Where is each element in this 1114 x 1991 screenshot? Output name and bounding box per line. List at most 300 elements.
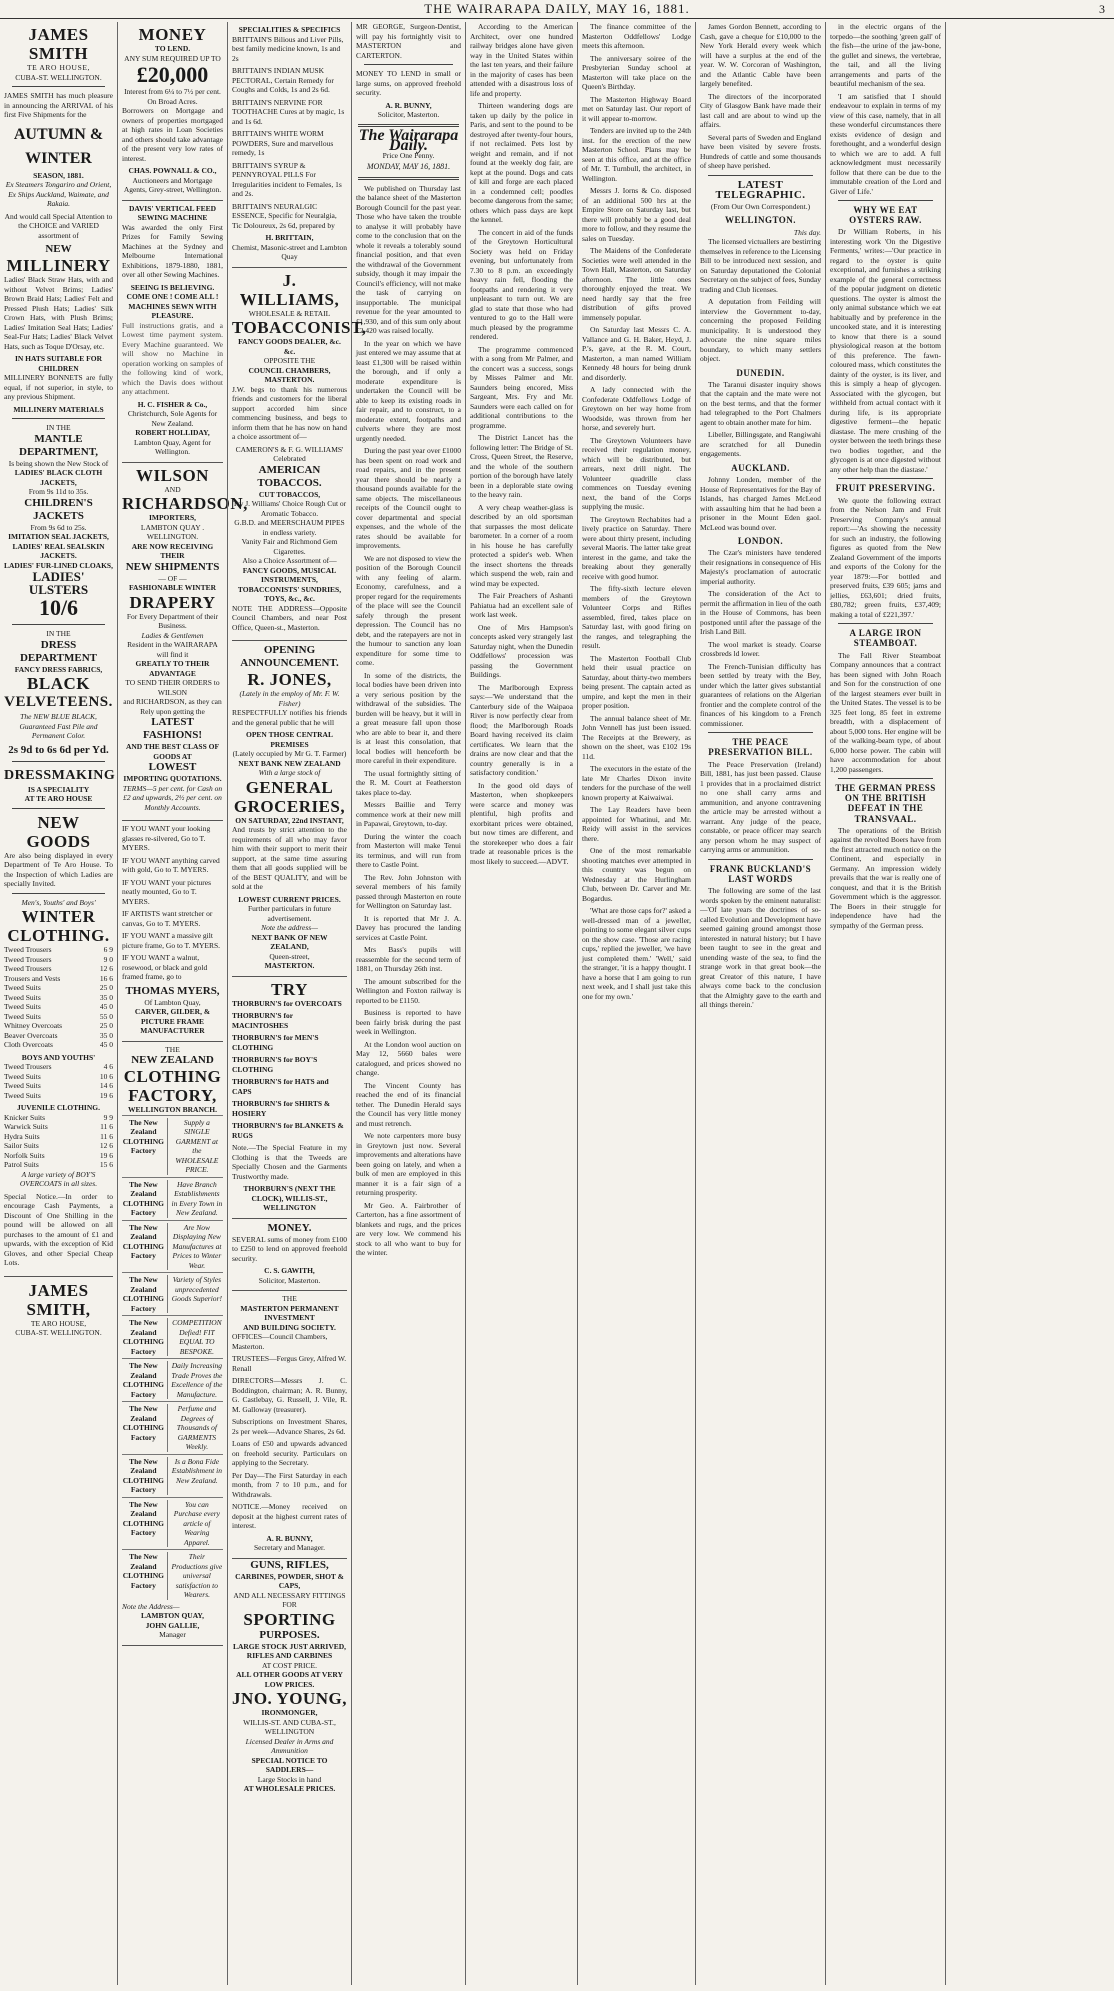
london-paragraph: The Czar's ministers have tendered their resignations in consequence of His Majesty's proclamation of autocratic imperial authority. bbox=[700, 548, 821, 586]
item-name: Beaver Overcoats bbox=[4, 1030, 58, 1040]
item-name: Tweed Trousers bbox=[4, 1062, 52, 1071]
factory-row-label: The New Zealand CLOTHING Factory bbox=[122, 1223, 168, 1271]
opening-date: ON SATURDAY, 22nd INSTANT, bbox=[235, 815, 344, 825]
overcoats-line: A large variety of BOY'S OVERCOATS in all sizes. bbox=[19, 1169, 98, 1188]
factory-row bbox=[122, 1549, 223, 1602]
fisher-sub: Christchurch, Sole Agents for New Zealand. bbox=[127, 409, 218, 428]
column-5 bbox=[465, 22, 577, 1985]
news-paragraph: It is reported that Mr J. A. Davey has procured the landing services at Castle Point. bbox=[356, 913, 461, 942]
news-paragraph: During the past year over £1000 has been spent on road work and road repairs, and in the present year there should be nearly a thousand pounds available for the same objects. The miscellaneous receipts of the Council ought to cover departmental and special expenses, and the whole of the rates should be available for improvements. bbox=[356, 446, 461, 551]
item-name: Tweed Trousers bbox=[4, 964, 52, 973]
telegraph-wellington bbox=[700, 237, 821, 364]
item-name: Norfolk Suits bbox=[4, 1150, 45, 1160]
item-name: Tweed Trousers bbox=[4, 954, 52, 964]
price-row bbox=[4, 1113, 113, 1123]
mens-line: Men's, Youths' and Boys' bbox=[21, 897, 96, 907]
german-heading: THE GERMAN PRESS ON THE BRITISH DEFEAT IN THE TRANSVAAL. bbox=[835, 783, 936, 824]
boys-heading: BOYS AND YOUTHS' bbox=[21, 1052, 96, 1062]
building-society-ad bbox=[232, 1291, 347, 1559]
thorburn-item: THORBURN'S for BOY'S CLOTHING bbox=[232, 1055, 318, 1074]
news-paragraph: Thirteen wandering dogs are taken up daily by the police in Paris, and sent to the pound to be destroyed after twenty-four hours, if not reclaimed. Pets lost by weight and remain, and if not found at the weekly dog fair, are kept at the pound. Dogs and cats of kill and forge are each placed in a condemned cell; poodles become dangerous from the same; others which pass days are kept the kennel. bbox=[470, 101, 573, 224]
factory-row-label: The New Zealand CLOTHING Factory bbox=[122, 1361, 168, 1399]
loans-line: Loans of £50 and upwards advanced on freehold security. Particulars on applying to the Secretary. bbox=[232, 1439, 347, 1467]
note-address: Note the address— bbox=[261, 923, 318, 932]
spec-item: BRITTAIN'S WHITE WORM POWDERS, Sure and marvellous remedy, 1s bbox=[232, 129, 334, 157]
item-name: Tweed Suits bbox=[4, 1011, 41, 1021]
item-price: 12 6 bbox=[99, 964, 113, 973]
price-row bbox=[4, 1031, 113, 1041]
factory-row-label: The New Zealand CLOTHING Factory bbox=[122, 1500, 168, 1548]
every-dept: For Every Department of their Business. bbox=[126, 611, 219, 630]
mantle-desc: Is being shown the New Stock of bbox=[8, 458, 109, 468]
news-paragraph: The Rev. John Johnston with several members of his family passed through Masterton en route for Wellington on Saturday last. bbox=[356, 872, 461, 911]
licensed-line: Licensed Dealer in Arms and Ammunition bbox=[245, 1736, 334, 1755]
ironmonger-label: IRONMONGER, bbox=[261, 1708, 318, 1717]
news-paragraph: On Saturday last Messrs C. A. Vallance and G. H. Baker, Heyd, J. P.'s, gave, at the R. M. Court, Masterton, a man named William Kennedy 48 hours for being drunk and disorderly. bbox=[582, 325, 691, 382]
price-row bbox=[4, 1122, 113, 1132]
column-4 bbox=[351, 22, 465, 1985]
directors-line: DIRECTORS—Messrs J. C. Boddington, chairman; A. R. Bunny, G. Castlebay, G. Russell, J. Vile, R. M. Galloway (treasurer). bbox=[232, 1376, 347, 1414]
paper-date: MONDAY, MAY 16, 1881. bbox=[366, 162, 451, 172]
thorburn-item: THORBURN'S for HATS and CAPS bbox=[232, 1077, 329, 1096]
fruit-text: We quote the following extract from the Nelson Jam and Fruit Preserving Company's annual report:—'As showing the necessity for such an industry, the following figures as quoted from the New Zealand Government of the imports and exports of the Colony for the year 1879:—For bottled and preserved fruits, £39 605; jams and jellies, £63,601; dried fruits, £80,782; green fruits, £37,409; making a total of £221,397.' bbox=[830, 495, 941, 619]
thorburn-note: Note.—The Special Feature in my Clothing is that the Tweeds are Specially Chosen and the Garments Trustworthy made. bbox=[232, 1143, 347, 1181]
wilson-name: WILSON bbox=[136, 465, 209, 485]
season-heading: AUTUMN & WINTER bbox=[13, 125, 104, 167]
choice-line: And would call Special Attention to the CHOICE and VARIED assortment of bbox=[4, 211, 113, 240]
news-paragraph: In some of the districts, the local bodies have been driven into a very serious position by the withdrawal of the subsidies. The burden will be heavy, but it will in a great measure fall upon those who are able to bear it, and there is at least this consolation, that local bodies will henceforth be more careful in their expenditure. bbox=[356, 670, 461, 766]
price-row bbox=[4, 1091, 113, 1101]
item-price: 12 6 bbox=[99, 1141, 113, 1150]
myers-name: THOMAS MYERS, bbox=[125, 984, 220, 997]
notice-line: NOTICE.—Money received on deposit at the highest current rates of interest. bbox=[232, 1502, 347, 1530]
terms-line: TERMS—5 per cent. for Cash on £2 and upwards, 2½ per cent. on Monthly Accounts. bbox=[122, 783, 223, 812]
news-paragraph: The finance committee of the Masterton Oddfellows' Lodge meets this afternoon. bbox=[582, 22, 691, 50]
news-body-6 bbox=[582, 22, 691, 1001]
cut-sub: Try J. Williams' Choice Rough Cut or Aromatic Tobacco. bbox=[232, 499, 347, 518]
factory-row bbox=[122, 1497, 223, 1550]
cut-tobaccos: CUT TOBACCOS, bbox=[258, 489, 321, 499]
fancy-dealer: FANCY GOODS DEALER, &c. &c. bbox=[238, 337, 341, 356]
address-street: LAMBTON QUAY, bbox=[140, 1611, 205, 1620]
and-label: AND bbox=[164, 484, 181, 494]
factory-row bbox=[122, 1115, 223, 1177]
several-sums: SEVERAL sums of money from £100 to £250 to lend on approved freehold security. bbox=[232, 1234, 347, 1263]
mantle-in: IN THE bbox=[46, 423, 71, 432]
item-price: 35 0 bbox=[99, 1030, 113, 1040]
news-paragraph: At the London wool auction on May 12, 5660 bales were catalogued, and prices showed no change. bbox=[356, 1039, 461, 1078]
item-name: Tweed Suits bbox=[4, 1071, 41, 1081]
jackets-line: LADIES' BLACK CLOTH JACKETS, bbox=[14, 468, 103, 487]
thorburn-ad bbox=[232, 977, 347, 1219]
the-label: THE bbox=[165, 1044, 180, 1054]
spec-item: BRITTAIN'S SYRUP & PENNYROYAL PILLS For Irregularities incident to Females, 1s and 2s. bbox=[232, 160, 342, 198]
price-row bbox=[4, 955, 113, 965]
masthead-title: THE WAIRARAPA DAILY, MAY 16, 1881. bbox=[424, 1, 690, 16]
mens-price-list bbox=[4, 945, 113, 1050]
factory-row-text: Perfume and Degrees of Thousands of GARMENTS Weekly. bbox=[176, 1404, 217, 1451]
price-row bbox=[4, 1002, 113, 1012]
hats-note: IN HATS SUITABLE FOR CHILDREN bbox=[14, 354, 103, 373]
item-price: 11 6 bbox=[100, 1122, 113, 1131]
childrens-price: From 9s 6d to 25s. bbox=[30, 522, 87, 532]
dunedin-heading: DUNEDIN. bbox=[736, 367, 785, 378]
news-paragraph: The Marlborough Express says:—'We understand that the Canterbury side of the Waipaoa River is now perfectly clear from flood; the Marlborough Roads Board having received its claim certificates. We learn that the drains are now clear and that the country generally is in a satisfactory condition.' bbox=[470, 682, 573, 777]
news-paragraph: 'What are those caps for?' asked a well-dressed man of a jeweller, pointing to some elegant silver cups on the show case. 'Those are racing cups,' replied the jeweller, 'we have just completed them.' 'Well,' said the stranger, 'it is a happy thought. I have a horse that I am going to run next week, and I shall just take this one for my own.' bbox=[582, 906, 691, 1001]
latest-fashions: LATEST FASHIONS! bbox=[142, 716, 203, 741]
item-price: 19 6 bbox=[99, 1150, 113, 1160]
factory-row-text: Variety of Styles unprecedented Goods Superior! bbox=[171, 1275, 222, 1303]
black-label: BLACK bbox=[27, 674, 90, 693]
price-row bbox=[4, 1012, 113, 1022]
london-heading: LONDON. bbox=[737, 536, 784, 547]
machines-line: MACHINES SEWN WITH PLEASURE. bbox=[128, 301, 217, 320]
chemist-name: H. BRITTAIN, bbox=[265, 233, 314, 242]
item-price: 9 0 bbox=[103, 954, 113, 964]
item-name: Tweed Suits bbox=[4, 1081, 41, 1090]
price-row bbox=[4, 974, 113, 984]
news-paragraph: The fifty-sixth lecture eleven members of the Greytown Volunteer Corps and Rifles assembled, fired, takes place on Saturday last, with good firing on the ranges, and telegraphing the result. bbox=[582, 584, 691, 650]
thorburn-item: THORBURN'S for MEN'S CLOTHING bbox=[232, 1033, 319, 1052]
paper-price: Price One Penny. bbox=[382, 150, 435, 160]
spec-list bbox=[232, 35, 347, 231]
secretary-sub: Secretary and Manager. bbox=[253, 1543, 325, 1552]
news-top-8 bbox=[830, 22, 941, 196]
price-row bbox=[4, 945, 113, 955]
auckland-heading: AUCKLAND. bbox=[731, 462, 790, 473]
importers-label: IMPORTERS, bbox=[148, 513, 197, 522]
price-row bbox=[4, 1040, 113, 1050]
news-paragraph: The programme commenced with a song from Mr Palmer, and the concert was a success, songs by Misses Palmer and Mr. Saunders being encored, Miss Sargeant, Mrs. Fry and Mr. Saunders were each called on for additional contributions to the programme. bbox=[470, 344, 573, 430]
next-bank: NEXT BANK NEW ZEALAND bbox=[238, 758, 341, 768]
clothing-factory-ad bbox=[122, 1042, 223, 1646]
news-paragraph: The Greytown Volunteers have received their regulation money, which will be distributed, but arrears, next drill night. The Volunteer quadrille class commences on Tuesday evening next, the band of the Corps supplying the music. bbox=[582, 435, 691, 511]
thorburn-list bbox=[232, 999, 347, 1141]
news-paragraph: The Maidens of the Confederate Societies were well attended in the Town Hall, Masterton, on Saturday afternoon. The little ones thoroughly enjoyed the treat. We need hardly say that the free distribution of gifts proved immensely popular. bbox=[582, 246, 691, 322]
american-tobaccos: AMERICAN TOBACCOS. bbox=[257, 463, 322, 489]
dressmaking-sub: IS A SPECIALITY bbox=[27, 784, 90, 794]
clothing-label: CLOTHING bbox=[123, 1067, 222, 1086]
news-top-7 bbox=[700, 22, 821, 171]
spec-item: BRITTAIN'S INDIAN MUSK PECTORAL, Certain Remedy for Coughs and Colds, 1s and 2s 6d. bbox=[232, 66, 334, 94]
column-8 bbox=[825, 22, 945, 1985]
new-goods-text: Are also being displayed in every Department of Te Aro House. To the Inspection of which Ladies are specially Invited. bbox=[4, 850, 113, 888]
fur-cloaks: LADIES' FUR-LINED CLOAKS, bbox=[4, 560, 113, 570]
column-3 bbox=[227, 22, 367, 1985]
young-ad bbox=[232, 1559, 347, 1794]
manager-name: JOHN GALLIE, bbox=[145, 1620, 200, 1630]
news-paragraph: The usual fortnightly sitting of the R. M. Court at Featherston takes place to-day. bbox=[356, 768, 461, 797]
imitation-seal: IMITATION SEAL JACKETS, bbox=[8, 532, 109, 541]
news-paragraph: We are not disposed to view the position of the Borough Council with any feeling of alarm. Economy, carefulness, and a proper regard for the requirements of the place will see the Council safely through the present depression. The Council has no debt, and the ratepayers are not in the humour to sanction any loan expenditure for some time to come. bbox=[356, 553, 461, 668]
dress-heading: DRESS DEPARTMENT bbox=[19, 638, 98, 664]
residents-line: Resident in the WAIRARAPA will find it bbox=[127, 640, 218, 659]
richardson-name: RICHARDSON, bbox=[122, 494, 248, 513]
item-price: 16 6 bbox=[99, 973, 113, 983]
dunedin-text-2: Libeller, Billingsgate, and Rangiwahi are scratched for all Dunedin engagements. bbox=[700, 430, 821, 459]
velveteens-price: 2s 9d to 6s 6d per Yd. bbox=[8, 743, 109, 756]
cost-line: AT COST PRICE. bbox=[262, 1660, 317, 1670]
carbines-line: CARBINES, POWDER, SHOT & CAPS, bbox=[235, 1571, 344, 1590]
this-day: This day. bbox=[793, 227, 821, 237]
buckland-text: The following are some of the last words spoken by the eminent naturalist:—'Of late years the doctrines of so-called Evolution and Development have seemed gaining ground amongst those interested in natural history; but I have been taught to see in the great and unending waste of the sea, to find the strange work in that great book—the great Creator of this nature, I have always come back to the conclusion that the Almighty gave to the earth and all things therein.' bbox=[700, 886, 821, 1010]
money-notice: MONEY TO LEND in small or large sums, on approved freehold security. bbox=[356, 69, 461, 97]
news-paragraph: Messrs Baillie and Terry commence work at their new mill in Papawai, Greytown, to-day. bbox=[356, 800, 461, 829]
saddlers-line: SPECIAL NOTICE TO SADDLERS— bbox=[251, 1755, 328, 1774]
item-price: 6 9 bbox=[103, 945, 113, 954]
tobacconist-heading: TOBACCONIST, bbox=[232, 318, 367, 337]
ships-line: Ex Steamers Tongariro and Orient, Ex Ships Auckland, Waimate, and Rakaia. bbox=[5, 180, 112, 208]
money-borrowers: Borrowers on Mortgage and owners of properties mortgaged at high rates in Loan Societies and others should take advantage of the present very low rates of interest. bbox=[122, 106, 223, 163]
manager-label: Manager bbox=[159, 1630, 186, 1639]
premises-sub: (Lately occupied by Mr G. T. Farmer) bbox=[232, 749, 347, 758]
news-paragraph: The amount subscribed for the Wellington and Foxton railway is reported to be £1150. bbox=[356, 976, 461, 1005]
lambton-line: LAMBTON QUAY . WELLINGTON. bbox=[140, 522, 205, 541]
holliday-name: ROBERT HOLLIDAY, bbox=[135, 428, 210, 437]
myers-item: IF ARTISTS want stretcher or canvas, Go to T. MYERS. bbox=[122, 909, 213, 928]
myers-item: IF YOU WANT your pictures neatly mounted, Go to T. MYERS. bbox=[122, 877, 212, 906]
news-body-5 bbox=[470, 22, 573, 866]
dentist-notice: MR GEORGE, Surgeon-Dentist, will pay his fortnightly visit to MASTERTON and CARTERTON. bbox=[356, 22, 461, 60]
news-paragraph: James Gordon Bennett, according to Cash, gave a cheque for £10,000 to the New York Herald every week which will have a surplus at the end of the year. W. W. Corcoran of Washington, and the Atlantic Cable have been largely benefited. bbox=[700, 22, 821, 88]
juvenile-price-list bbox=[4, 1113, 113, 1170]
millinery-desc: Ladies' Black Straw Hats, with and without Velvet Brims; Ladies' Brown Braid Hats; Ladies' Felt and Pressed Plush Hats; Ladies' Silk Crown Hats, with Plush Brims; Ladies' Imitation Seal Hats; Ladies' Seal-Fur Hats; Ladies' Black Velvet Hats, such as Toque D'Orsay, etc. bbox=[4, 275, 113, 351]
factory-row-text: Daily Increasing Trade Proves the Excellence of the Manufacture. bbox=[171, 1361, 223, 1399]
price-row bbox=[4, 1160, 113, 1170]
factory-row-label: The New Zealand CLOTHING Factory bbox=[122, 1457, 168, 1495]
factory-row-label: The New Zealand CLOTHING Factory bbox=[122, 1118, 168, 1175]
agent-sub: Auctioneers and Mortgage Agents, Grey-street, Wellington. bbox=[123, 175, 222, 194]
subscriptions-line: Subscriptions on Investment Shares, 2s per week—Advance Shares, 2s 6d. bbox=[232, 1417, 347, 1436]
williams-note: NOTE THE ADDRESS—Opposite Council Chambers, and near Post Office, Queen-st., Masterton. bbox=[232, 603, 347, 632]
item-name: Tweed Suits bbox=[4, 1002, 41, 1011]
millinery-heading: MILLINERY bbox=[6, 256, 111, 275]
fancy-fabrics: FANCY DRESS FABRICS, bbox=[14, 664, 103, 674]
new-shipments: NEW SHIPMENTS bbox=[125, 560, 220, 573]
meet-line: Per Day—The First Saturday in each month, from 7 to 10 p.m., and for Withdrawals. bbox=[232, 1470, 347, 1499]
news-paragraph: The Masterton Highway Board met on Saturday last. Our report of it will appear to-morrow. bbox=[582, 94, 691, 123]
news-paragraph: We note carpenters more busy in Greytown just now. Several improvements and alterations have been going on lately, and when a bulk of men are employed in this manner it is a fair sign of a returning prosperity. bbox=[356, 1131, 461, 1198]
brittain-ad bbox=[232, 22, 347, 268]
item-price: 10 6 bbox=[99, 1071, 113, 1081]
myers-sub: Of Lambton Quay, bbox=[144, 997, 201, 1007]
masterton-label: MASTERTON. bbox=[264, 375, 315, 384]
greatly-line: GREATLY TO THEIR ADVANTAGE bbox=[135, 659, 210, 678]
williams-sub: WHOLESALE & RETAIL bbox=[248, 308, 331, 318]
ladies-line: Ladies & Gentlemen bbox=[141, 630, 204, 640]
factory-row-text: COMPETITION Defied! FIT EQUAL TO BESPOKE. bbox=[172, 1318, 222, 1356]
factory-row-label: The New Zealand CLOTHING Factory bbox=[122, 1275, 168, 1313]
item-name: Knicker Suits bbox=[4, 1112, 46, 1122]
item-price: 45 0 bbox=[99, 1040, 113, 1049]
news-paragraph: We published on Thursday last the balance sheet of the Masterton Borough Council for the past year. Those who have taken the trouble to analyse it will probably have come to the conclusion that on the whole it reveals a tolerably sound financial position, and that even the withdrawal of the Government subsidy, though it may impair the Council's efficiency, will not make the task of carrying on insupportable. The municipal revenue for the year amounted to £1,930, and of this sum only about £2,420 was raised locally. bbox=[356, 183, 461, 336]
thorburn-item: THORBURN'S for BLANKETS & RUGS bbox=[232, 1121, 344, 1140]
try-heading: TRY bbox=[271, 979, 308, 999]
jones-name: R. JONES, bbox=[247, 670, 332, 689]
meerschaum-line: G.B.D. and MEERSCHAUM PIPES in endless variety. bbox=[234, 518, 345, 537]
season-sub: SEASON, 1881. bbox=[33, 170, 84, 180]
jones-text: RESPECTFULLY notifies his friends and the general public that he will bbox=[232, 708, 347, 727]
london-paragraph: The wool market is steady. Coarse crossbreds ld lower. bbox=[700, 639, 821, 659]
spec-heading: SPECIALITIES & SPECIFICS bbox=[238, 25, 341, 34]
myers-trade: CARVER, GILDER, & PICTURE FRAME MANUFACTURER bbox=[134, 1007, 211, 1035]
myers-item: IF YOU WANT anything carved with gold, Go to T. MYERS. bbox=[122, 855, 220, 874]
item-price: 25 0 bbox=[99, 983, 113, 992]
price-row bbox=[4, 983, 113, 993]
advertiser-name: JAMES SMITH bbox=[28, 25, 89, 63]
drapery-heading: DRAPERY bbox=[129, 592, 216, 612]
item-name: Hydra Suits bbox=[4, 1131, 40, 1141]
news-paragraph: One of the most remarkable shooting matches ever attempted in this country was begun on Wednesday at the Hurlingham Club, between Dr. Carver and Mr. Bogardus. bbox=[582, 846, 691, 903]
thorburn-item: THORBURN'S for MACINTOSHES bbox=[232, 1011, 293, 1030]
item-name: Sailor Suits bbox=[4, 1141, 39, 1150]
factory-row bbox=[122, 1177, 223, 1220]
vanity-line: Vanity Fair and Richmond Gem Cigarettes. bbox=[241, 537, 338, 556]
price-row bbox=[4, 993, 113, 1003]
lowest-prices: LOWEST CURRENT PRICES. bbox=[238, 894, 341, 904]
news-paragraph: Mr Geo. A. Fairbrother of Carterton, has a fine assortment of blankets and rugs, and the prices are very low. We commend his stock to all who want to buy for the winter. bbox=[356, 1200, 461, 1258]
news-paragraph: The Greytown Rechabites had a lively practice on Saturday. There were about thirty present, including several Maoris. The latter take great interest in the game, and take the breaking about they generally receive with good humor. bbox=[582, 514, 691, 581]
bonnets-line: MILLINERY BONNETS are fully equal, if not superior, in style, to any previous Shipment. bbox=[4, 373, 113, 401]
item-price: 55 0 bbox=[99, 1011, 113, 1021]
thorburn-item: THORBURN'S for SHIRTS & HOSIERY bbox=[232, 1099, 331, 1118]
materials-line: MILLINERY MATERIALS bbox=[13, 404, 104, 414]
oysters-heading: WHY WE EAT OYSTERS RAW. bbox=[849, 205, 922, 226]
chemist-sub: Chemist, Masonic-street and Lambton Quay bbox=[232, 242, 347, 261]
news-paragraph: The anniversary soiree of the Presbyterian Sunday school at Masterton will take place on the Queen's Birthday. bbox=[582, 53, 691, 91]
news-paragraph: in the electric organs of the torpedo—the soothing 'green gall' of the fish—the urine of the jaw-bone, the gullet and sinews, the vertebrae, the tail, and all the living arrangements and parts of the beautiful mechanism of the sea. bbox=[830, 22, 941, 88]
juvenile-heading: JUVENILE CLOTHING. bbox=[17, 1103, 100, 1112]
and-all-line: AND ALL NECESSARY FITTINGS FOR bbox=[233, 1590, 346, 1609]
item-name: Tweed Suits bbox=[4, 992, 41, 1002]
jackets-price: From 9s 11d to 35s. bbox=[28, 487, 89, 496]
paper-title: The Wairarapa Daily. bbox=[358, 126, 459, 154]
news-paragraph: Business is reported to have been fairly brisk during the past week in Wellington. bbox=[356, 1008, 461, 1037]
sealskin-line: LADIES' REAL SEALSKIN JACKETS. bbox=[12, 541, 105, 560]
jones-ad bbox=[232, 641, 347, 977]
davis-text: Was awarded the only First Prizes for Family Sewing Machines at the Sydney and Melbourne International Exhibitions, 1879-1880, 1881, over all other Sewing Machines. bbox=[122, 222, 223, 279]
velveteens-sub: The NEW BLUE BLACK, Guaranteed Fast Pile and Permanent Color. bbox=[19, 712, 98, 740]
factory-row bbox=[122, 1272, 223, 1315]
money-heading: MONEY bbox=[138, 25, 207, 44]
with-stock: With a large stock of bbox=[258, 768, 321, 777]
item-price: 35 0 bbox=[99, 992, 113, 1002]
davis-terms: SEEING IS BELIEVING. COME ONE ! COME ALL ! bbox=[126, 282, 219, 301]
childrens-jackets: CHILDREN'S JACKETS bbox=[24, 496, 93, 522]
latest-telegraphic: LATEST TELEGRAPHIC. bbox=[715, 178, 806, 201]
fisher-name: H. C. FISHER & Co., bbox=[137, 399, 208, 409]
page-number: 3 bbox=[1099, 2, 1106, 16]
item-name: Tweed Trousers bbox=[4, 945, 52, 954]
factory-row bbox=[122, 1315, 223, 1358]
williams-ad bbox=[232, 268, 367, 642]
london-body bbox=[700, 548, 821, 728]
winter-heading: WINTER bbox=[21, 907, 96, 926]
young-address: WILLIS-ST. AND CUBA-ST., WELLINGTON bbox=[243, 1717, 336, 1736]
steamboat-text: The Fall River Steamboat Company announces that a contract has been signed with John Roach and Son for the construction of one of the largest steamers ever built in the United States. The vessel is to be 325 feet long, 85 feet in extreme breadth, with a displacement of about 5,000 tons. Her engine will be of the walking-beam type, of about 6,000 horse power. The cabin will have accommodation for about 1,200 passengers. bbox=[830, 650, 941, 774]
factory-row-label: The New Zealand CLOTHING Factory bbox=[122, 1180, 168, 1218]
footer-name: JAMES SMITH, bbox=[26, 1280, 91, 1319]
oysters-text: Dr William Roberts, in his interesting work 'On the Digestive Ferments,' writes:—'Our practice in regard to the oyster is quite exceptional, and furnishes a striking example of the general correctness of the popular judgment on dietetic questions. The oyster is almost the only animal substance which we eat habitually and by preference in the uncooked state, and it is interesting to know that there is a sound physiological reason at the bottom of this preference. The fawn-coloured mass, which constitutes the dainty of the oyster, is its liver, and this is simply a heap of glycogen. Associated with the glycogen, but withheld from actual contact with it during life, is its appropriate digestive ferment—the hepatic diastase. The mere crushing of the oyster between the teeth brings these two bodies together, and the glycogen is at once digested without any other help than the diastase.' bbox=[830, 227, 941, 474]
williams-name: J. WILLIAMS, bbox=[239, 270, 340, 309]
davis-heading: DAVIS' VERTICAL FEED SEWING MACHINE bbox=[129, 203, 216, 222]
news-paragraph: During the winter the coach from Masterton will make Tenui its terminus, and will run from there to Castle Point. bbox=[356, 831, 461, 870]
rifles-line: RIFLES AND CARBINES bbox=[246, 1651, 333, 1660]
column-9 bbox=[945, 22, 1114, 1985]
ulsters-heading: LADIES' ULSTERS bbox=[28, 569, 89, 597]
the-label-2: THE bbox=[282, 1294, 297, 1303]
factory-row-text: Supply a SINGLE GARMENT at the WHOLESALE PRICE. bbox=[175, 1117, 219, 1174]
next-bank-2: NEXT BANK OF NEW ZEALAND, bbox=[251, 932, 328, 951]
premises-line: OPEN THOSE CENTRAL PREMISES bbox=[246, 730, 333, 749]
news-paragraph: According to the American Architect, over one hundred railway bridges alone have given way in the United States within the last ten years, and their failure in the majority of cases has been attended with a disastrous loss of life and property. bbox=[470, 22, 573, 98]
news-paragraph: The concert in aid of the funds of the Greytown Horticultural Society was held on Friday evening, but unfortunately from 7.30 to 8 p.m. an exceedingly heavy rain fell, flooding the footpaths and rendering it very unpleasant to turn out. We are glad to state that those who had ventured to go to the Hall were much pleased by the programme rendered. bbox=[470, 227, 573, 341]
wellington-heading: WELLINGTON. bbox=[724, 215, 797, 226]
of-label: — OF — bbox=[158, 573, 187, 583]
nz-label: NEW ZEALAND bbox=[131, 1054, 214, 1066]
jones-trusts: And trusts by strict attention to the requirements of all who may favor him with their support to merit their support, at the same time assuring them that all goods supplied will be of the BEST QUALITY, and will be sold at the bbox=[232, 825, 347, 891]
column-1 bbox=[0, 22, 117, 1985]
news-paragraph: The Vincent County has reached the end of its financial tether. The Dunedin Herald says the Council has very little money and must retrench. bbox=[356, 1080, 461, 1128]
factory-row bbox=[122, 1401, 223, 1454]
fashionable-line: FASHIONABLE WINTER bbox=[128, 583, 217, 592]
spec-item: BRITTAIN'S Bilious and Liver Pills, best family medicine known, 1s and 2s bbox=[232, 34, 344, 63]
factory-row-text: Their Productions give universal satisfaction to Wearers. bbox=[171, 1552, 223, 1599]
london-paragraph: The French-Tunisian difficulty has been settled by treaty with the Bey, under which the latter gives substantial guarantees of relations on the Algerian frontier and the complete control of the finances of his kingdom to a French commissioner. bbox=[700, 661, 821, 728]
factory-row-text: Have Branch Establishments in Every Town in New Zealand. bbox=[171, 1179, 223, 1217]
guns-heading: GUNS, RIFLES, bbox=[250, 1558, 329, 1571]
item-price: 11 6 bbox=[100, 1131, 113, 1141]
offices-line: OFFICES—Council Chambers, Masterton. bbox=[232, 1332, 328, 1351]
money-ad bbox=[122, 22, 223, 201]
bunny-name: A. R. BUNNY, bbox=[385, 100, 432, 110]
price-row bbox=[4, 1151, 113, 1161]
factory-row-label: The New Zealand CLOTHING Factory bbox=[122, 1318, 168, 1356]
factory-row-text: You can Purchase every article of Wearing Apparel. bbox=[173, 1499, 220, 1547]
trustees-line: TRUSTEES—Fergus Grey, Alfred W. Renall bbox=[232, 1354, 347, 1373]
column-6 bbox=[577, 22, 695, 1985]
opening-announcement: OPENING ANNOUNCEMENT. bbox=[240, 644, 339, 669]
price-row bbox=[4, 1021, 113, 1031]
thorburn-item: THORBURN'S for OVERCOATS bbox=[232, 998, 342, 1008]
permanent-sub: AND BUILDING SOCIETY. bbox=[243, 1322, 336, 1332]
spec-item: BRITTAIN'S NERVINE FOR TOOTHACHE Cures at by magic, 1s and 1s 6d. bbox=[232, 97, 345, 126]
factory-row-text: Is a Bona Fide Establishment in New Zealand. bbox=[171, 1456, 222, 1485]
price-row bbox=[4, 1141, 113, 1151]
money-any: ANY SUM REQUIRED UP TO bbox=[124, 53, 221, 63]
news-paragraph: Several parts of Sweden and England have been visited by severe frosts. Hundreds of cattle and some thousands of sheep have perished. bbox=[700, 132, 821, 170]
new-goods-heading: NEW GOODS bbox=[26, 812, 91, 851]
news-paragraph: Messrs J. Iorns & Co. disposed of an additional 500 hrs at the Empire Store on Saturday last, but there will probably be a good deal more to follow, and they resume the sales on Tuesday. bbox=[582, 186, 691, 243]
young-name: JNO. YOUNG, bbox=[232, 1689, 347, 1708]
own-correspondent: (From Our Own Correspondent.) bbox=[710, 201, 811, 211]
groceries-heading: GROCERIES, bbox=[233, 796, 346, 816]
masthead bbox=[0, 0, 1114, 19]
item-price: 15 6 bbox=[99, 1160, 113, 1169]
london-paragraph: The consideration of the Act to permit the affirmation in lieu of the oath in the House of Commons, has been postponed until after the passage of the Irish Land Bill. bbox=[700, 589, 821, 637]
velveteens-heading: VELVETEENS. bbox=[4, 694, 113, 710]
myers-item: IF YOU WANT a massive gilt picture frame, Go to T. MYERS. bbox=[122, 931, 221, 950]
also-line: Also a Choice Assortment of— bbox=[242, 556, 337, 565]
secretary-name: A. R. BUNNY, bbox=[266, 1533, 313, 1543]
item-name: Cloth Overcoats bbox=[4, 1040, 53, 1049]
ulster-price: 10/6 bbox=[38, 595, 79, 620]
general-heading: GENERAL bbox=[245, 777, 334, 797]
stock-line: LARGE STOCK JUST ARRIVED, bbox=[232, 1641, 347, 1651]
column-7 bbox=[695, 22, 825, 1985]
item-name: Trousers and Vests bbox=[4, 973, 61, 983]
money-lend: TO LEND. bbox=[154, 44, 191, 53]
